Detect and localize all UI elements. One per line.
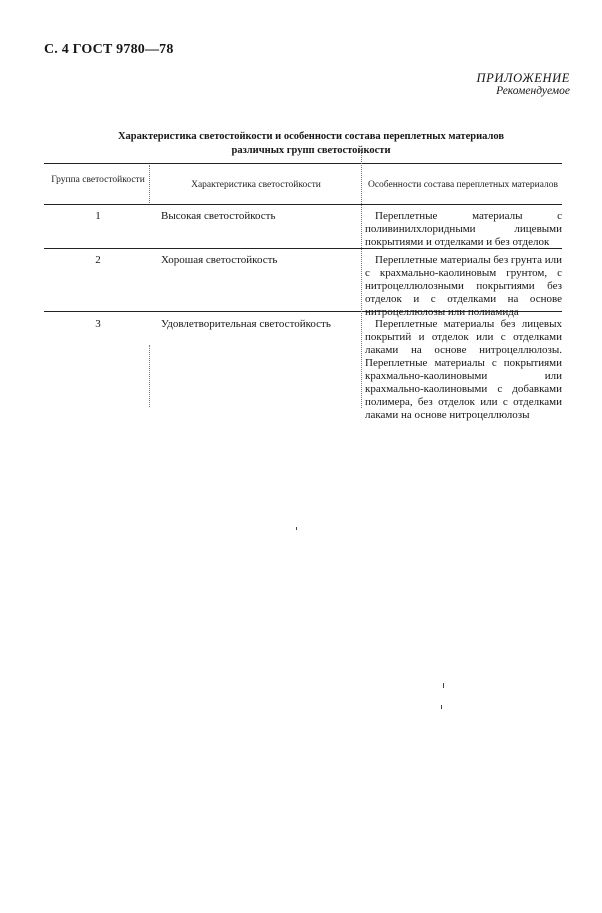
table-cell-group: 2 [95, 254, 101, 266]
table-cell-characteristic: Высокая светостойкость [161, 210, 276, 222]
table-cell-composition: Переплетные материалы без грунта или с крахмально-каолиновым грунтом, с нитроцеллюлозными покрытиями без отделок и с отделками на основе нитроцеллюлозы или полиамида [365, 254, 563, 318]
column-header-group: Группа светостойкости [51, 175, 145, 185]
table-top-rule [44, 163, 562, 164]
table-cell-characteristic: Удовлетворительная светостойкость [161, 318, 331, 330]
appendix-title: ПРИЛОЖЕНИЕ [476, 71, 570, 85]
appendix-label [477, 72, 570, 98]
table-cell-group: 1 [95, 210, 101, 222]
table-cell-composition: Переплетные материалы без лицевых покрытий и отделок или с отделками лаками на основе нитроцеллюлозы. Переплетные материалы с покрытиями крахмально-каолиновыми или крахмально-каолиновыми с добавками полимера, без отделок или с отделками лаками на основе нитроцеллюлозы [365, 318, 562, 421]
scan-speck [441, 705, 442, 709]
scan-speck [443, 683, 444, 688]
column-header-characteristic: Характеристика светостойкости [191, 180, 321, 190]
column-divider [149, 345, 150, 407]
table-title-line-2: различных групп светостойкости [231, 145, 391, 156]
table-cell-characteristic: Хорошая светостойкость [161, 254, 278, 266]
header-bottom-rule [44, 204, 562, 205]
column-divider [361, 148, 362, 408]
column-divider [149, 165, 150, 203]
table-title [60, 130, 562, 158]
appendix-subtitle: Рекомендуемое [496, 85, 570, 97]
table-cell-group: 3 [95, 318, 101, 330]
page-header: С. 4 ГОСТ 9780—78 [44, 42, 174, 57]
scan-speck [296, 527, 297, 530]
table-title-line-1: Характеристика светостойкости и особенности состава переплетных материалов [117, 131, 505, 142]
column-header-composition: Особенности состава переплетных материалов [367, 180, 559, 190]
table-cell-composition: Переплетные материалы с поливинилхлоридными лицевыми покрытиями и отделками и без отделок [365, 210, 562, 248]
